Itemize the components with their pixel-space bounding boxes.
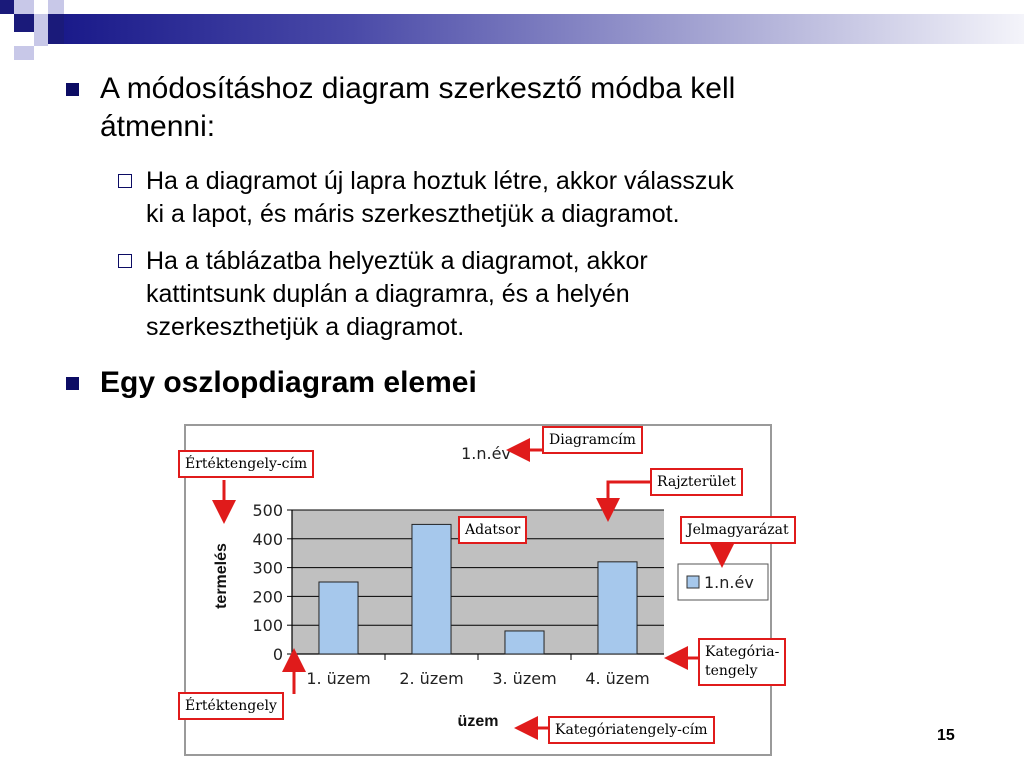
header-square-navy-3: [48, 14, 64, 44]
y-tick-label: 300: [252, 558, 283, 578]
callout-jelmagyarazat: Jelmagyarázat: [680, 516, 796, 544]
bar: [319, 582, 358, 654]
callout-kategoria-tengely-line-2: tengely: [705, 663, 758, 679]
chart-figure: [184, 424, 789, 756]
y-tick-label: 100: [252, 616, 283, 636]
y-tick-label: 200: [252, 587, 283, 607]
hollow-square-bullet-icon: [118, 254, 132, 268]
square-bullet-icon: [66, 83, 79, 96]
bullet-2: [100, 364, 980, 402]
callout-adatsor: Adatsor: [458, 516, 527, 544]
y-axis-label: termelés: [213, 543, 230, 609]
bar: [412, 524, 451, 654]
bar: [598, 562, 637, 654]
header-square-lavender-2: [48, 0, 64, 14]
legend-swatch: [687, 576, 699, 588]
sub-bullet-1: [146, 165, 966, 231]
sub-bullet-2: [146, 245, 966, 344]
callout-kategoria-tengely: [698, 638, 786, 686]
sub-bullet-2-line-2: kattintsunk duplán a diagramra, és a helyén: [146, 280, 630, 308]
square-bullet-icon: [66, 377, 79, 390]
sub-bullet-1-line-2: ki a lapot, és máris szerkeszthetjük a diagramot.: [146, 200, 680, 228]
bullet-2-text: Egy oszlopdiagram elemei: [100, 366, 477, 399]
callout-ertektengely: Értéktengely: [178, 692, 284, 720]
hollow-square-bullet-icon: [118, 174, 132, 188]
sub-bullet-2-line-3: szerkeszthetjük a diagramot.: [146, 313, 465, 341]
legend: [678, 564, 768, 600]
header-square-lavender: [14, 0, 34, 14]
x-tick-label: 1. üzem: [306, 669, 371, 688]
header-square-lavender-3: [34, 14, 48, 32]
bar: [505, 631, 544, 654]
sub-bullet-1-line-1: Ha a diagramot új lapra hoztuk létre, akkor válasszuk: [146, 167, 734, 195]
callout-ertektengely-cim: Értéktengely-cím: [178, 450, 314, 478]
sub-bullet-2-line-1: Ha a táblázatba helyeztük a diagramot, akkor: [146, 247, 648, 275]
callout-diagramcim: Diagramcím: [542, 426, 643, 454]
x-tick-label: 4. üzem: [585, 669, 650, 688]
y-tick-label: 0: [272, 645, 283, 664]
y-tick-label: 500: [252, 501, 283, 520]
x-tick-label: 3. üzem: [492, 669, 557, 688]
bullet-1-line-1: A módosításhoz diagram szerkesztő módba kell: [100, 72, 736, 105]
header-square-lavender-5: [14, 46, 34, 60]
callout-kategoria-tengely-line-1: Kategória-: [705, 644, 780, 660]
header-gradient-bar: [64, 14, 1024, 44]
callout-rajzterulet: Rajzterület: [650, 468, 743, 496]
header-square-lavender-4: [34, 32, 48, 46]
x-axis-label: üzem: [457, 713, 499, 730]
y-tick-label: 400: [252, 529, 283, 549]
callout-kategoriatengely-cim: Kategóriatengely-cím: [548, 716, 715, 744]
chart-title: 1.n.év: [461, 444, 511, 463]
header-square-navy-2: [14, 14, 34, 32]
page-number: 15: [937, 727, 955, 744]
x-tick-label: 2. üzem: [399, 669, 464, 688]
bullet-1-line-2: átmenni:: [100, 110, 216, 143]
bullet-1: [100, 70, 980, 146]
legend-label: 1.n.év: [704, 573, 754, 592]
header-square-navy: [0, 0, 14, 14]
